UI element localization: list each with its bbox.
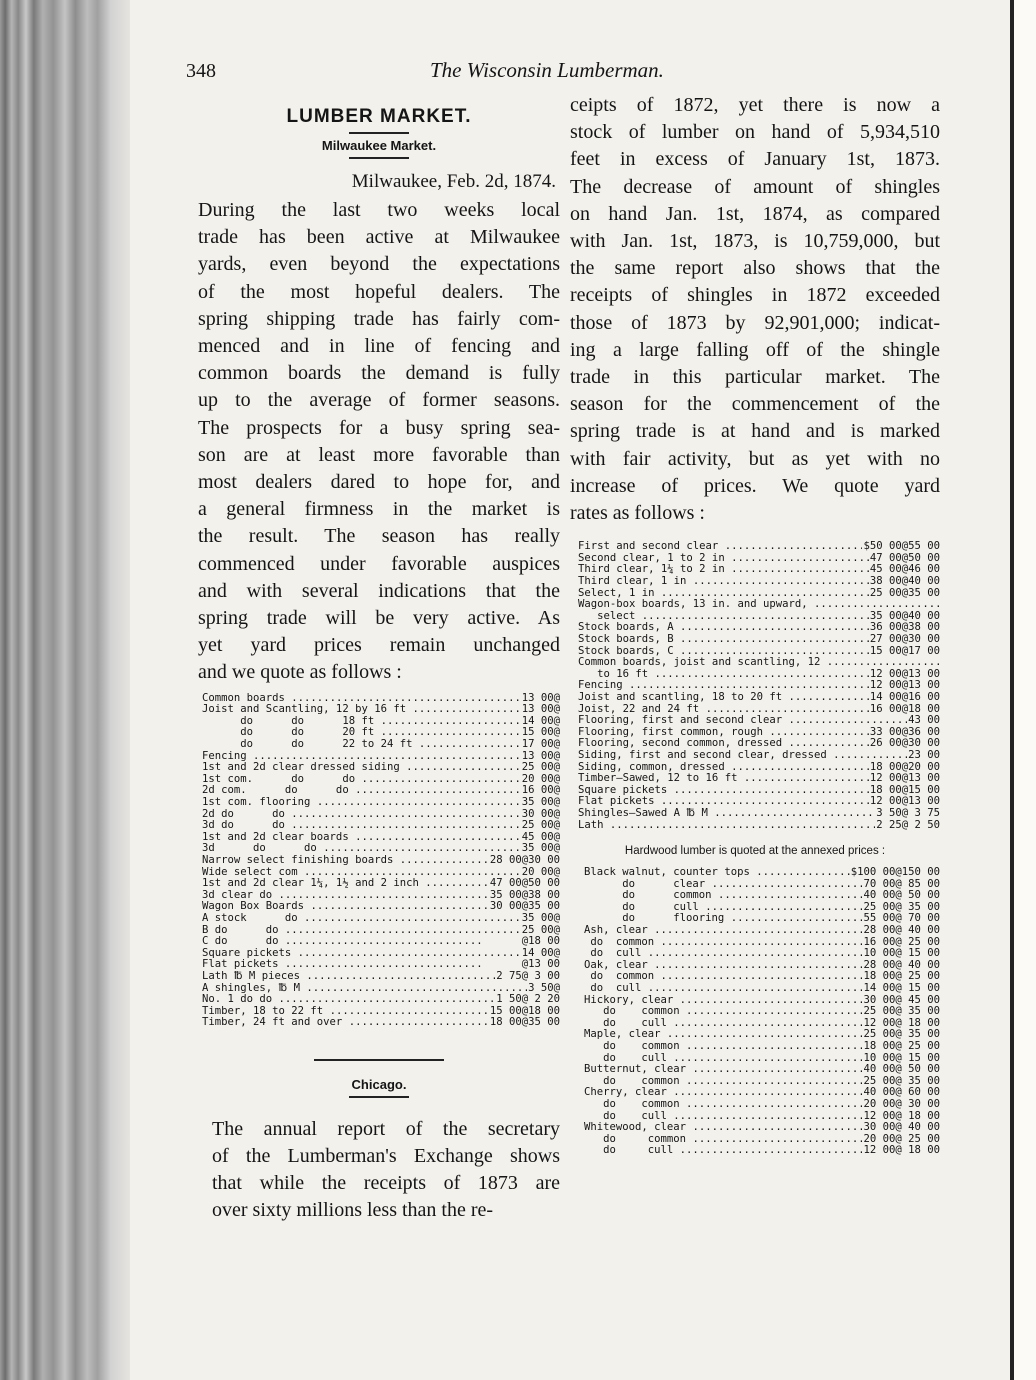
price-value: 30 00@35 00 (489, 900, 560, 913)
price-row (578, 692, 940, 704)
price-value: 15 00@18 00 (489, 1004, 560, 1017)
divider (349, 157, 409, 159)
price-value: 16 00@ (521, 784, 560, 797)
price-item: Lath ℔ M pieces ..... (202, 971, 495, 983)
price-item: Wagon-box boards, 13 in. and upward, ..... (578, 599, 939, 611)
price-value: 35 00@ (521, 796, 560, 808)
right-column (570, 92, 940, 1157)
price-value: 20 00@ (521, 772, 560, 785)
text-line: feet in excess of January 1st, 1873. (570, 148, 940, 171)
price-item: do cull ..... (584, 948, 862, 960)
text-line: The prospects for a busy spring sea- (198, 416, 560, 439)
price-item: Cherry, clear ..... (584, 1087, 862, 1099)
price-value: 30 00@ 45 00 (863, 993, 940, 1006)
price-item: Maple, clear ..... (584, 1029, 862, 1041)
text-line: spring shipping trade has fairly com- (198, 307, 560, 330)
price-value: 18 00@15 00 (869, 783, 940, 796)
price-row (202, 774, 560, 786)
price-value: 28 00@ 40 00 (863, 924, 940, 937)
price-value: 18 00@ 25 00 (863, 970, 940, 983)
text-line: ceipts of 1872, yet there is now a (570, 94, 940, 116)
price-item: Flooring, second common, dressed ..... (578, 738, 869, 750)
price-value: 40 00@ 60 00 (863, 1086, 940, 1099)
dateline: Milwaukee, Feb. 2d, 1874. (351, 171, 556, 192)
price-item: do cull ..... (584, 1053, 862, 1065)
price-value: 45 00@ (521, 830, 560, 843)
price-item: Second clear, 1 to 2 in ..... (578, 553, 869, 565)
divider (349, 132, 409, 134)
price-value: 14 00@ (521, 714, 560, 727)
price-row (202, 994, 560, 1006)
price-row (202, 693, 560, 705)
price-item: Fencing ..... (202, 751, 521, 763)
price-row (578, 576, 940, 588)
price-value: 35 00@ (521, 911, 560, 924)
text-line: rates as follows : (570, 502, 705, 525)
price-item: Joist and Scantling, 12 by 16 ft ..... (202, 704, 521, 716)
price-item: Square pickets ..... (202, 948, 521, 960)
price-value: 16 00@18 00 (869, 702, 940, 715)
price-item: Butternut, clear ..... (584, 1064, 862, 1076)
price-item: Stock boards, C ..... (578, 646, 869, 658)
milwaukee-paragraph (198, 197, 560, 687)
price-value: 16 00@ 25 00 (863, 935, 940, 948)
price-value: 12 00@ 18 00 (863, 1109, 940, 1122)
price-item: do cull ..... (584, 1018, 862, 1030)
price-row (584, 1041, 940, 1053)
price-row (584, 1099, 940, 1111)
price-value: 12 00@ 18 00 (863, 1016, 940, 1029)
price-item: do common ..... (584, 1076, 862, 1088)
text-line: yet yard prices remain unchanged (198, 634, 560, 657)
price-value: 35 00@38 00 (489, 888, 560, 901)
section-title: LUMBER MARKET. (286, 106, 472, 127)
price-value: 38 00@40 00 (869, 575, 940, 588)
price-item: C do do ..... (202, 936, 482, 948)
text-line: over sixty millions less than the re- (212, 1198, 494, 1221)
price-row (202, 762, 560, 774)
price-item: Joist, 22 and 24 ft ..... (578, 704, 869, 716)
price-item: Third clear, 1 in ..... (578, 576, 869, 588)
price-value: 17 00@ (521, 738, 560, 751)
price-value: 18 00@ 25 00 (863, 1040, 940, 1052)
price-item: do cull ..... (584, 983, 862, 995)
price-value: 25 00@ (521, 819, 560, 832)
price-row (202, 1017, 560, 1029)
price-value: 3 50@ (528, 981, 560, 994)
book-spine-shadow (0, 0, 130, 1380)
left-column (198, 96, 560, 1224)
price-item: Black walnut, counter tops ..... (584, 867, 850, 879)
hardwood-price-list (584, 867, 940, 1157)
text-line: stock of lumber on hand of 5,934,510 (570, 121, 940, 144)
chicago-paragraph (198, 1116, 560, 1224)
price-value: 10 00@ 15 00 (863, 1051, 940, 1064)
text-line: commenced under favorable auspices (198, 552, 560, 575)
price-value: 18 00@20 00 (869, 760, 940, 773)
price-row (202, 716, 560, 728)
price-item: Flat pickets ..... (202, 959, 482, 971)
text-line: During the last two weeks local (198, 199, 560, 221)
price-item: Third clear, 1¼ to 2 in ..... (578, 564, 869, 576)
price-value: 20 00@ 25 00 (863, 1132, 940, 1145)
price-item: do common ..... (584, 1006, 862, 1018)
price-row (578, 773, 940, 785)
price-item: 3d do do ..... (202, 820, 521, 832)
price-item: select ..... (578, 611, 869, 623)
price-item: A shingles, ℔ M ..... (202, 983, 527, 995)
price-row (202, 797, 560, 809)
text-line: common boards the demand is fully (198, 362, 560, 385)
price-value: 35 00@ (521, 842, 560, 855)
price-value: 12 00@ 18 00 (863, 1144, 940, 1157)
price-row (202, 727, 560, 739)
price-value: 25 00@ (521, 923, 560, 936)
text-line: son are at least more favorable than (198, 443, 560, 466)
price-value: 12 00@13 00 (869, 679, 940, 692)
price-row (202, 739, 560, 751)
text-line: of the most hopeful dealers. The (198, 280, 560, 303)
price-item: 1st and 2d clear 1¼, 1½ and 2 inch ..... (202, 878, 489, 890)
price-row (584, 983, 940, 995)
price-item: do common ..... (584, 1134, 862, 1146)
price-value: 30 00@ (521, 807, 560, 820)
price-value: 20 00@ 30 00 (863, 1097, 940, 1110)
price-item: Common boards, joist and scantling, 12 ..... (578, 657, 939, 669)
price-item: do clear ..... (584, 879, 862, 891)
price-item: do do 18 ft ..... (202, 716, 521, 728)
price-row (202, 936, 560, 948)
price-item: No. 1 do do ..... (202, 994, 495, 1006)
price-value: 2 25@ 2 50 (876, 818, 940, 831)
price-value: 10 00@ 15 00 (863, 947, 940, 960)
price-value: 47 00@50 00 (489, 877, 560, 890)
price-item: do common ..... (584, 1041, 862, 1053)
price-row (202, 809, 560, 821)
price-value: @18 00 (483, 935, 560, 948)
price-value: @13 00 (483, 958, 560, 971)
price-item: do common ..... (584, 971, 862, 983)
price-value: 15 00@17 00 (869, 644, 940, 657)
price-item: 3d clear do ..... (202, 890, 489, 902)
chicago-price-list (578, 541, 940, 831)
price-value: 30 00@ 40 00 (863, 1121, 940, 1134)
price-item: Oak, clear ..... (584, 960, 862, 972)
price-value: 1 50@ 2 20 (496, 993, 560, 1006)
price-row (584, 925, 940, 937)
price-value: 20 00@ (521, 865, 560, 878)
price-row (578, 704, 940, 716)
price-item: 2d do do ..... (202, 809, 521, 821)
price-row (578, 646, 940, 658)
price-row (202, 901, 560, 913)
price-value: 13 00@ (521, 703, 560, 716)
divider (314, 1059, 444, 1061)
price-row (578, 820, 940, 832)
price-item: Flooring, first and second clear ..... (578, 715, 907, 727)
price-item: First and second clear ..... (578, 541, 862, 553)
price-row (578, 750, 940, 762)
price-value: 55 00@ 70 00 (863, 912, 940, 925)
price-value: 13 00@ (521, 749, 560, 762)
text-line: those of 1873 by 92,901,000; indicat- (570, 311, 940, 334)
text-line: the same report also shows that the (570, 257, 940, 280)
price-item: do cull ..... (584, 1145, 862, 1157)
price-item: Ash, clear ..... (584, 925, 862, 937)
price-item: 1st com. flooring ..... (202, 797, 521, 809)
price-item: Shingles—Sawed A ℔ M ..... (578, 808, 875, 820)
price-value: $100 00@150 00 (850, 866, 940, 879)
text-line: with Jan. 1st, 1873, is 10,759,000, but (570, 230, 940, 253)
price-row (202, 704, 560, 716)
text-line: of the Lumberman's Exchange shows (212, 1144, 560, 1167)
price-value: 35 00@40 00 (869, 609, 940, 622)
price-item: 2d com. do do ..... (202, 785, 521, 797)
price-value: 25 00@ 35 00 (863, 1028, 940, 1041)
price-value: 12 00@13 00 (869, 667, 940, 680)
price-item: Timber—Sawed, 12 to 16 ft ..... (578, 773, 869, 785)
text-line: trade has been active at Milwaukee (198, 226, 560, 249)
price-value: 40 00@ 50 00 (863, 889, 940, 902)
price-row (202, 913, 560, 925)
price-value: $50 00@55 00 (863, 540, 940, 553)
text-line: and with several indications that the (198, 579, 560, 602)
price-value: 25 00@ (521, 761, 560, 774)
price-item: do flooring ..... (584, 913, 862, 925)
milwaukee-price-list (202, 693, 560, 1029)
price-item: 3d do do ..... (202, 843, 521, 855)
price-item: Siding, first and second clear, dressed ..... (578, 750, 907, 762)
price-value: 14 00@16 00 (869, 690, 940, 703)
text-line: spring trade will be very active. As (198, 607, 560, 630)
subsection-title-chicago: Chicago. (351, 1076, 407, 1092)
text-line: receipts of shingles in 1872 exceeded (570, 284, 940, 307)
price-row (584, 1145, 940, 1157)
price-value: 43 00 (908, 714, 940, 727)
text-line: with fair activity, but as yet with no (570, 447, 940, 470)
text-line: increase of prices. We quote yard (570, 474, 940, 497)
text-line: on hand Jan. 1st, 1874, as compared (570, 202, 940, 225)
price-item: Flooring, first common, rough ..... (578, 727, 869, 739)
price-item: do common ..... (584, 1099, 862, 1111)
price-value: 23 00 (908, 748, 940, 761)
price-value: 25 00@35 00 (869, 586, 940, 599)
running-title: The Wisconsin Lumberman. (430, 58, 664, 82)
price-item: Joist and scantling, 18 to 20 ft ..... (578, 692, 869, 704)
price-value: 40 00@ 50 00 (863, 1063, 940, 1076)
text-line: and we quote as follows : (198, 661, 402, 684)
price-value: 28 00@ 40 00 (863, 958, 940, 971)
price-value: 12 00@13 00 (869, 772, 940, 785)
text-line: spring trade is at hand and is marked (570, 420, 940, 443)
price-item: Stock boards, B ..... (578, 634, 869, 646)
text-line: the result. The season has really (198, 525, 560, 548)
price-item: to 16 ft ..... (578, 669, 869, 681)
price-row (202, 785, 560, 797)
price-row (584, 1122, 940, 1134)
price-item: Select, 1 in ..... (578, 588, 869, 600)
price-value: 33 00@36 00 (869, 725, 940, 738)
price-value: 14 00@ 15 00 (863, 982, 940, 995)
text-line: ing a large falling off of the shingle (570, 338, 940, 361)
chicago-paragraph-continued (570, 92, 940, 527)
price-item: Wagon Box Boards ..... (202, 901, 489, 913)
price-value: 26 00@30 00 (869, 737, 940, 750)
price-value: 2 75@ 3 00 (496, 969, 560, 982)
price-item: Common boards ..... (202, 693, 521, 705)
page-number: 348 (186, 60, 216, 82)
price-value: 47 00@50 00 (869, 551, 940, 564)
price-row (578, 808, 940, 820)
price-value: 15 00@ (521, 726, 560, 739)
price-value: 45 00@46 00 (869, 563, 940, 576)
price-value: 13 00@ (521, 691, 560, 704)
price-value: 25 00@ 35 00 (863, 1005, 940, 1018)
page-margin-right (1014, 0, 1036, 1380)
price-item: do do 22 to 24 ft ..... (202, 739, 521, 751)
price-value: 25 00@ 35 00 (863, 900, 940, 913)
price-value: 27 00@30 00 (869, 633, 940, 645)
text-line: up to the average of former seasons. (198, 389, 560, 412)
price-item: 1st com. do do ..... (202, 774, 521, 786)
price-item: Lath ..... (578, 820, 875, 832)
price-item: Timber, 18 to 22 ft ..... (202, 1006, 489, 1018)
price-item: Whitewood, clear ..... (584, 1122, 862, 1134)
price-row (202, 832, 560, 844)
price-value: 25 00@ 35 00 (863, 1074, 940, 1087)
price-item: A stock do ..... (202, 913, 521, 925)
text-line: most dealers dared to hope for, and (198, 471, 560, 494)
price-item: Fencing ..... (578, 680, 869, 692)
price-value: 36 00@38 00 (869, 621, 940, 634)
price-row (202, 855, 560, 867)
price-row (578, 588, 940, 600)
price-row (202, 820, 560, 832)
price-item: Wide select com ..... (202, 867, 521, 879)
price-value: 3 50@ 3 75 (876, 806, 940, 819)
text-line: menced and in line of fencing and (198, 335, 560, 358)
text-line: yards, even beyond the expectations (198, 253, 560, 276)
price-item: 1st and 2d clear dressed siding ..... (202, 762, 521, 774)
price-item: Flat pickets ..... (578, 796, 869, 808)
price-row (578, 634, 940, 646)
text-line: The decrease of amount of shingles (570, 175, 940, 198)
price-item: do do 20 ft ..... (202, 727, 521, 739)
page-edge-line (1010, 0, 1014, 1380)
price-value: 18 00@35 00 (489, 1016, 560, 1029)
price-item: 1st and 2d clear boards ..... (202, 832, 521, 844)
price-value: 14 00@ (521, 946, 560, 959)
price-item: Siding, common, dressed ..... (578, 762, 869, 774)
price-row (578, 738, 940, 750)
price-item: Narrow select finishing boards ..... (202, 855, 489, 867)
subsection-title-milwaukee: Milwaukee Market. (321, 138, 437, 153)
price-row (578, 715, 940, 727)
text-line: a general firmness in the market is (198, 498, 560, 521)
price-row (584, 867, 940, 879)
price-item: do cull ..... (584, 902, 862, 914)
price-value: 12 00@13 00 (869, 795, 940, 808)
price-item: do common ..... (584, 937, 862, 949)
price-value: 28 00@30 00 (489, 853, 560, 866)
price-row (202, 878, 560, 890)
text-line: that while the receipts of 1873 are (212, 1171, 560, 1194)
price-item: Timber, 24 ft and over ..... (202, 1017, 489, 1029)
price-row (202, 751, 560, 763)
text-line: season for the commencement of the (570, 393, 940, 416)
price-item: Hickory, clear ..... (584, 995, 862, 1007)
text-line: trade in this particular market. The (570, 366, 940, 389)
price-item: do common ..... (584, 890, 862, 902)
divider (349, 1096, 409, 1098)
price-value: 70 00@ 85 00 (863, 877, 940, 890)
price-item: do cull ..... (584, 1111, 862, 1123)
price-item: Square pickets ..... (578, 785, 869, 797)
price-row (202, 971, 560, 983)
price-item: B do do ..... (202, 925, 521, 937)
hardwood-intro: Hardwood lumber is quoted at the annexed prices : (624, 845, 886, 858)
text-line: The annual report of the secretary (212, 1117, 560, 1140)
price-item: Stock boards, A ..... (578, 622, 869, 634)
